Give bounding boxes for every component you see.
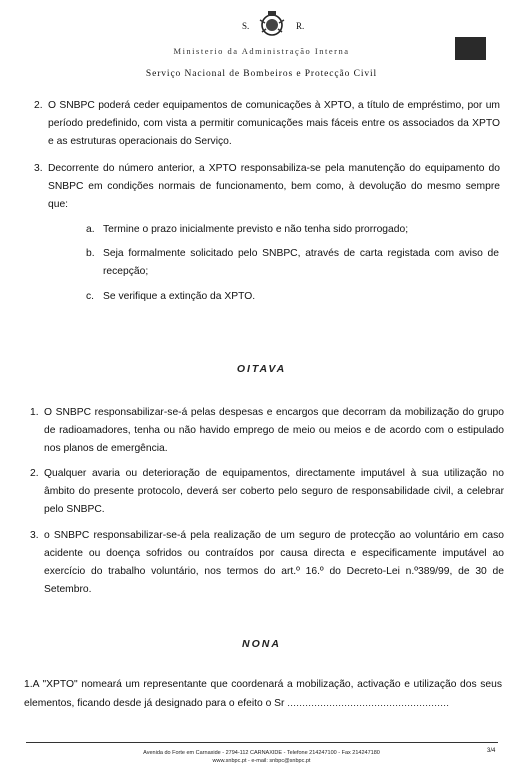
- header-left-letter: S.: [242, 21, 250, 31]
- header-right-letter: R.: [296, 21, 305, 31]
- eu-logo-icon: [455, 37, 486, 60]
- item-number: 3.: [34, 163, 43, 174]
- clause-item-text: O SNBPC poderá ceder equipamentos de comunicações à XPTO, a título de empréstimo, por um período predefinido, com vista a permitir comunicações mais fáceis entre os associados da XPTO e as estruturas operacionais do Serviço.: [48, 100, 500, 147]
- ministry-name: Ministerio da Administração Interna: [173, 46, 350, 56]
- sub-item-text: Termine o prazo inicialmente previsto e não tenha sido prorrogado;: [103, 224, 409, 235]
- sub-item-text: Se verifique a extinção da XPTO.: [103, 291, 256, 302]
- item-number: 3.: [30, 530, 39, 541]
- page-number: 3/4: [487, 748, 496, 754]
- clause-item-text: O SNBPC responsabilizar-se-á pelas despesas e encargos que decorram da mobilização do grupo de radioamadores, tenha ou não havido emprego de meio ou meios e de acordo com o estipulado nos planos de emergência.: [44, 407, 504, 454]
- sub-item-letter: c.: [86, 291, 95, 302]
- clause-item-text: Decorrente do número anterior, a XPTO responsabiliza-se pela manutenção do equipamento do SNBPC em condições normais de funcionamento, bem como, à devolução do mesmo sempre que:: [48, 163, 500, 210]
- blank-fill-line: ......................................................: [287, 698, 450, 708]
- clause-item-text: Qualquer avaria ou deterioração de equipamentos, directamente imputável à sua utilização no âmbito do presente protocolo, deverá ser coberto pelo seguro de responsabilidade civil, a celebrar pelo SNBPC.: [44, 468, 504, 515]
- item-number: 1.: [30, 407, 39, 418]
- footer-address: Avenida do Forte em Carnaxide - 2794-112 CARNAXIDE - Telefone 214247100 - Fax 214247180: [143, 750, 380, 756]
- footer-divider: [26, 742, 498, 743]
- sub-item-text: Seja formalmente solicitado pelo SNBPC, através de carta registada com aviso de recepção;: [103, 248, 499, 277]
- coat-of-arms-icon: [256, 8, 288, 40]
- nona-item-sentence: 1.A "XPTO" nomeará um representante que coordenará a mobilização, activação e utilização dos seus elementos, ficando desde já designado para o efeito o Sr: [24, 679, 502, 709]
- nona-item-text: [24, 676, 502, 713]
- sub-item-letter: b.: [86, 248, 95, 259]
- sub-item-letter: a.: [86, 224, 95, 235]
- service-name: Serviço Nacional de Bombeiros e Protecção Civil: [145, 69, 378, 79]
- section-title-oitava: OITAVA: [236, 363, 287, 375]
- footer-web-email: www.snbpc.pt - e-mail: snbpc@snbpc.pt: [212, 758, 311, 764]
- item-number: 2.: [34, 100, 43, 111]
- item-number: 2.: [30, 468, 39, 479]
- section-title-nona: NONA: [242, 638, 281, 650]
- clause-item-text: o SNBPC responsabilizar-se-á pela realização de um seguro de protecção ao voluntário em caso acidente ou doença sofridos ou contraídos por causa directa e especificamente imputável ao exercício do trabalho voluntário, nos termos do art.º 16.º do Decreto-Lei n.º389/99, de 30 de Setembro.: [44, 530, 504, 595]
